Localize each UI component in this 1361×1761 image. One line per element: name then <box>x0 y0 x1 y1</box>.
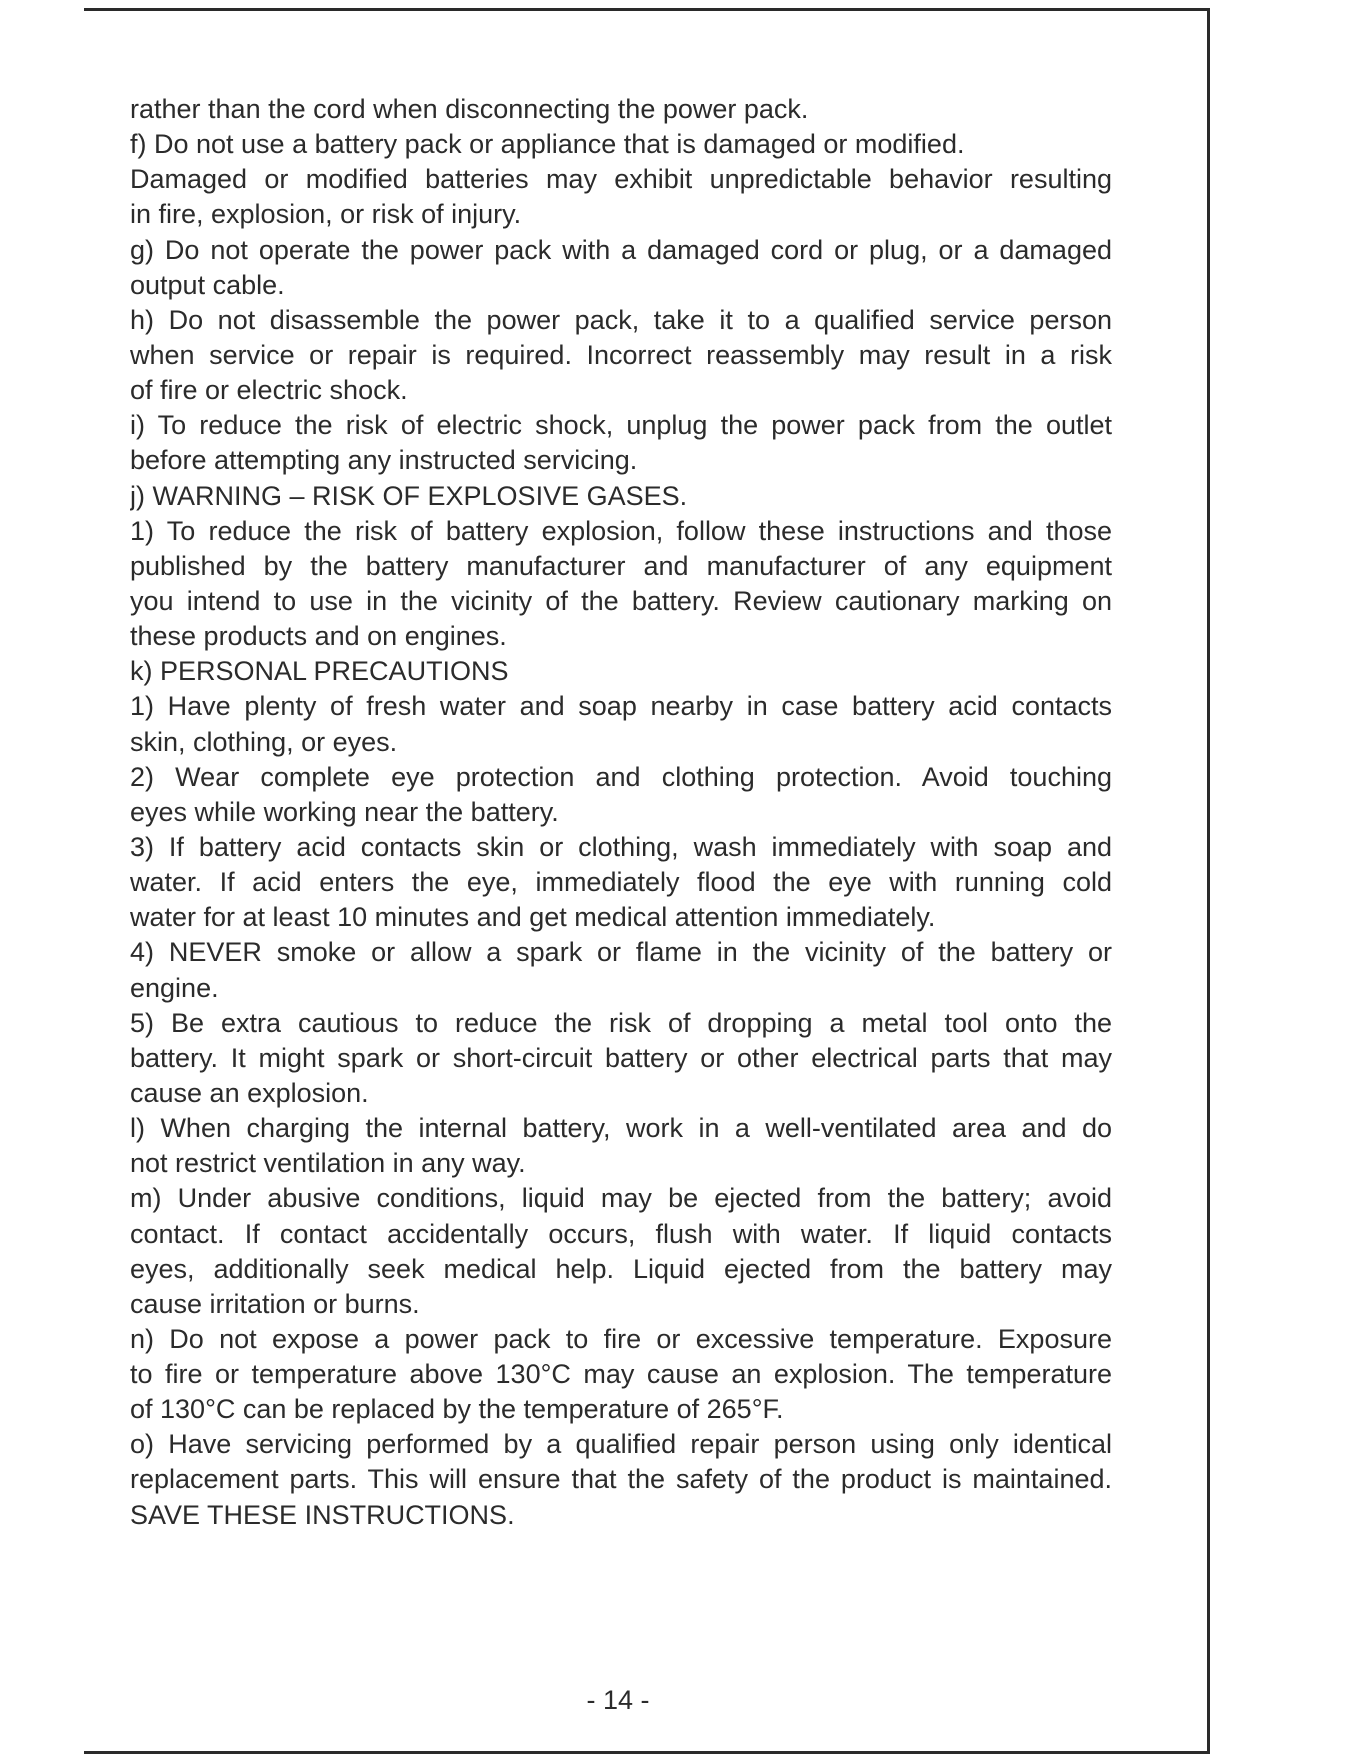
text-line: cause an explosion. <box>130 1077 369 1108</box>
text-line: battery. It might spark or short-circuit battery or other electrical parts that may <box>130 1042 1112 1073</box>
text-line: these products and on engines. <box>130 621 507 652</box>
text-line: you intend to use in the vicinity of the battery. Review cautionary marking on <box>130 585 1112 616</box>
text-line: n) Do not expose a power pack to fire or excessive temperature. Exposure <box>130 1323 1112 1354</box>
text-line: cause irritation or burns. <box>130 1288 420 1319</box>
text-line: 4) NEVER smoke or allow a spark or flame in the vicinity of the battery or <box>130 937 1112 968</box>
text-line: SAVE THESE INSTRUCTIONS. <box>130 1499 515 1530</box>
text-line: j) WARNING – RISK OF EXPLOSIVE GASES. <box>130 480 688 511</box>
text-line: of fire or electric shock. <box>130 375 408 406</box>
text-line: 1) Have plenty of fresh water and soap nearby in case battery acid contacts <box>130 691 1112 722</box>
page-number: - 14 - <box>586 1685 650 1715</box>
text-line: not restrict ventilation in any way. <box>130 1148 526 1179</box>
text-line: f) Do not use a battery pack or appliance that is damaged or modified. <box>130 129 965 160</box>
text-line: eyes while working near the battery. <box>130 796 559 827</box>
text-line: rather than the cord when disconnecting the power pack. <box>130 94 809 124</box>
text-line: of 130°C can be replaced by the temperature of 265°F. <box>130 1394 784 1425</box>
text-line: i) To reduce the risk of electric shock, unplug the power pack from the outlet <box>130 410 1112 441</box>
text-line: 5) Be extra cautious to reduce the risk of dropping a metal tool onto the <box>130 1007 1112 1038</box>
text-line: replacement parts. This will ensure that the safety of the product is maintained. <box>130 1464 1112 1495</box>
text-line: published by the battery manufacturer and manufacturer of any equipment <box>130 550 1112 581</box>
text-line: contact. If contact accidentally occurs, flush with water. If liquid contacts <box>130 1218 1112 1249</box>
text-line: h) Do not disassemble the power pack, take it to a qualified service person <box>130 304 1112 335</box>
text-line: before attempting any instructed servicing. <box>130 445 638 476</box>
text-line: output cable. <box>130 269 285 300</box>
text-line: eyes, additionally seek medical help. Liquid ejected from the battery may <box>130 1253 1112 1284</box>
text-line: 1) To reduce the risk of battery explosion, follow these instructions and those <box>130 515 1112 546</box>
text-line: l) When charging the internal battery, work in a well-ventilated area and do <box>130 1113 1112 1144</box>
text-line: o) Have servicing performed by a qualified repair person using only identical <box>130 1429 1112 1460</box>
text-line: 3) If battery acid contacts skin or clothing, wash immediately with soap and <box>130 831 1112 862</box>
text-line: water. If acid enters the eye, immediately flood the eye with running cold <box>130 867 1112 898</box>
text-line: m) Under abusive conditions, liquid may be ejected from the battery; avoid <box>130 1183 1112 1214</box>
text-line: g) Do not operate the power pack with a damaged cord or plug, or a damaged <box>130 234 1112 265</box>
text-line: skin, clothing, or eyes. <box>130 726 398 757</box>
text-line: Damaged or modified batteries may exhibit unpredictable behavior resulting <box>130 164 1112 195</box>
text-line: k) PERSONAL PRECAUTIONS <box>130 656 509 687</box>
document-body <box>130 92 1112 1533</box>
text-line: water for at least 10 minutes and get medical attention immediately. <box>130 902 936 933</box>
text-line: 2) Wear complete eye protection and clothing protection. Avoid touching <box>130 761 1112 792</box>
text-line: when service or repair is required. Incorrect reassembly may result in a risk <box>130 339 1112 370</box>
text-line: in fire, explosion, or risk of injury. <box>130 199 522 230</box>
text-line: to fire or temperature above 130°C may cause an explosion. The temperature <box>130 1359 1112 1390</box>
text-line: engine. <box>130 972 219 1003</box>
